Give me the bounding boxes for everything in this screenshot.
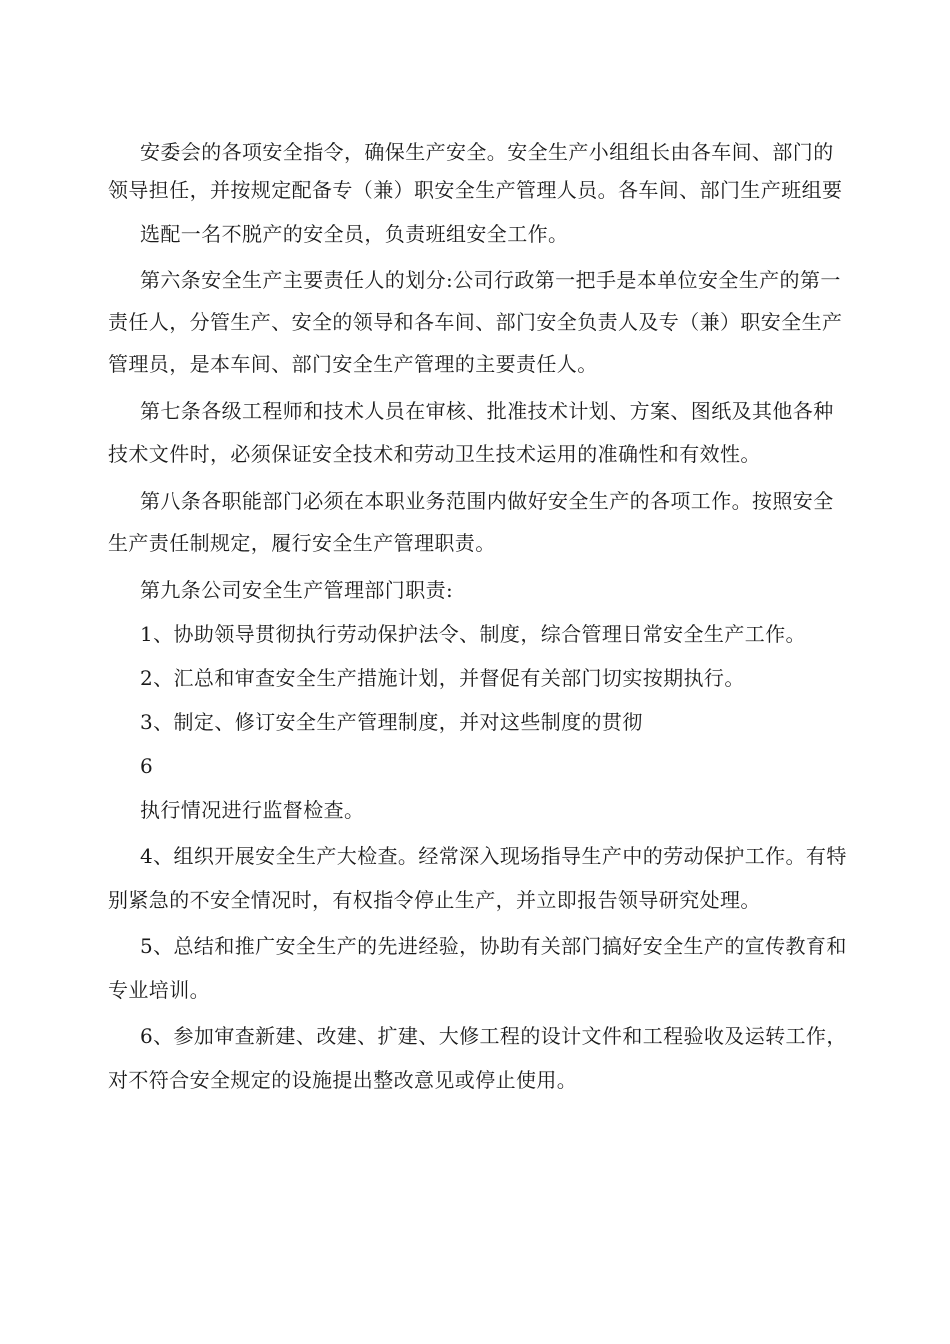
text-line: 3、制定、修订安全生产管理制度，并对这些制度的贯彻: [140, 710, 643, 734]
text-line: 执行情况进行监督检查。: [140, 798, 365, 822]
text-line: 1、协助领导贯彻执行劳动保护法令、制度，综合管理日常安全生产工作。: [140, 622, 806, 646]
text-line: 第七条各级工程师和技术人员在审核、批准技术计划、方案、图纸及其他各种: [140, 399, 834, 423]
text-line: 管理员，是本车间、部门安全生产管理的主要责任人。: [108, 352, 598, 376]
text-line: 责任人，分管生产、安全的领导和各车间、部门安全负责人及专（兼）职安全生产: [108, 310, 843, 334]
text-line: 专业培训。: [108, 978, 210, 1002]
text-line: 第六条安全生产主要责任人的划分:公司行政第一把手是本单位安全生产的第一: [140, 268, 841, 292]
text-line: 4、组织开展安全生产大检查。经常深入现场指导生产中的劳动保护工作。有特: [140, 844, 847, 868]
text-line: 生产责任制规定，履行安全生产管理职责。: [108, 531, 496, 555]
page-number: 6: [140, 754, 154, 778]
text-line: 别紧急的不安全情况时，有权指令停止生产，并立即报告领导研究处理。: [108, 888, 761, 912]
text-line: 选配一名不脱产的安全员，负责班组安全工作。: [140, 222, 569, 246]
text-line: 领导担任，并按规定配备专（兼）职安全生产管理人员。各车间、部门生产班组要: [108, 178, 843, 202]
text-line: 对不符合安全规定的设施提出整改意见或停止使用。: [108, 1068, 578, 1092]
text-line: 6、参加审查新建、改建、扩建、大修工程的设计文件和工程验收及运转工作，: [140, 1024, 847, 1048]
text-line: 第八条各职能部门必须在本职业务范围内做好安全生产的各项工作。按照安全: [140, 489, 834, 513]
text-line: 技术文件时，必须保证安全技术和劳动卫生技术运用的准确性和有效性。: [108, 442, 761, 466]
text-line: 5、总结和推广安全生产的先进经验，协助有关部门搞好安全生产的宣传教育和: [140, 934, 847, 958]
text-line: 2、汇总和审查安全生产措施计划，并督促有关部门切实按期执行。: [140, 666, 745, 690]
text-line: 安委会的各项安全指令，确保生产安全。安全生产小组组长由各车间、部门的: [140, 140, 834, 164]
text-line: 第九条公司安全生产管理部门职责:: [140, 578, 454, 602]
